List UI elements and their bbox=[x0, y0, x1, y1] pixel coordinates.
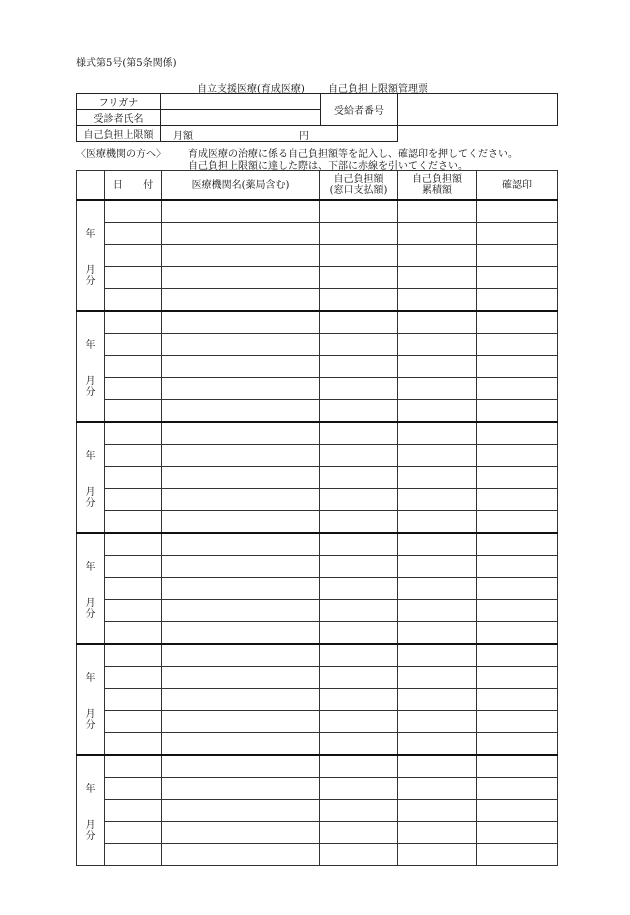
date-cell[interactable] bbox=[105, 267, 162, 289]
patient-name-field[interactable] bbox=[161, 110, 321, 126]
table-row bbox=[77, 311, 558, 334]
seal-cell[interactable] bbox=[477, 245, 558, 267]
seal-cell[interactable] bbox=[477, 755, 558, 778]
cumulative-cell[interactable] bbox=[398, 800, 477, 822]
copay-cell[interactable] bbox=[320, 667, 398, 689]
cumulative-cell[interactable] bbox=[398, 844, 477, 866]
seal-cell[interactable] bbox=[477, 711, 558, 733]
table-row bbox=[77, 467, 558, 489]
institution-cell[interactable] bbox=[162, 800, 320, 822]
seal-cell[interactable] bbox=[477, 844, 558, 866]
header-date bbox=[105, 171, 162, 201]
institution-cell[interactable] bbox=[162, 778, 320, 800]
month-label: 月 bbox=[85, 598, 96, 609]
seal-cell[interactable] bbox=[477, 422, 558, 445]
table-row bbox=[77, 733, 558, 756]
patient-name-label: 受診者氏名 bbox=[77, 110, 161, 126]
cumulative-cell[interactable] bbox=[398, 711, 477, 733]
date-cell[interactable] bbox=[105, 622, 162, 645]
cumulative-cell[interactable] bbox=[398, 578, 477, 600]
copay-cell[interactable] bbox=[320, 600, 398, 622]
institution-cell[interactable] bbox=[162, 511, 320, 534]
table-row bbox=[77, 334, 558, 356]
seal-cell[interactable] bbox=[477, 378, 558, 400]
month-cell[interactable] bbox=[77, 644, 105, 755]
month-suffix-label: 分 bbox=[85, 387, 96, 398]
furigana-field[interactable] bbox=[161, 94, 321, 110]
seal-cell[interactable] bbox=[477, 822, 558, 844]
institution-cell[interactable] bbox=[162, 689, 320, 711]
month-suffix-label: 分 bbox=[85, 609, 96, 620]
copay-cell[interactable] bbox=[320, 445, 398, 467]
cumulative-cell[interactable] bbox=[398, 467, 477, 489]
month-suffix-label: 分 bbox=[85, 831, 96, 842]
date-cell[interactable] bbox=[105, 755, 162, 778]
copay-cell[interactable] bbox=[320, 311, 398, 334]
limit-field[interactable] bbox=[161, 126, 398, 142]
copay-cell[interactable] bbox=[320, 467, 398, 489]
copay-cell[interactable] bbox=[320, 267, 398, 289]
cumulative-cell[interactable] bbox=[398, 556, 477, 578]
institution-cell[interactable] bbox=[162, 644, 320, 667]
cumulative-cell[interactable] bbox=[398, 267, 477, 289]
institution-cell[interactable] bbox=[162, 733, 320, 756]
table-row bbox=[77, 378, 558, 400]
monthly-label: 月額 bbox=[173, 131, 193, 142]
table-row bbox=[77, 800, 558, 822]
seal-cell[interactable] bbox=[477, 600, 558, 622]
copay-cell[interactable] bbox=[320, 689, 398, 711]
copay-cell[interactable] bbox=[320, 200, 398, 223]
seal-cell[interactable] bbox=[477, 467, 558, 489]
header-seal: 確認印 bbox=[477, 171, 558, 201]
seal-cell[interactable] bbox=[477, 311, 558, 334]
log-body bbox=[77, 200, 558, 866]
patient-info-table bbox=[76, 93, 558, 142]
cumulative-cell[interactable] bbox=[398, 356, 477, 378]
date-cell[interactable] bbox=[105, 711, 162, 733]
institution-cell[interactable] bbox=[162, 711, 320, 733]
date-cell[interactable] bbox=[105, 578, 162, 600]
month-cell[interactable] bbox=[77, 422, 105, 533]
month-suffix-label: 分 bbox=[85, 498, 96, 509]
date-cell[interactable] bbox=[105, 445, 162, 467]
table-row bbox=[77, 245, 558, 267]
cumulative-cell[interactable] bbox=[398, 378, 477, 400]
furigana-label: フリガナ bbox=[77, 94, 161, 110]
limit-label: 自己負担上限額 bbox=[77, 126, 161, 142]
institution-cell[interactable] bbox=[162, 311, 320, 334]
institution-cell[interactable] bbox=[162, 489, 320, 511]
month-suffix-label: 分 bbox=[85, 720, 96, 731]
table-row bbox=[77, 711, 558, 733]
table-row bbox=[77, 267, 558, 289]
cumulative-cell[interactable] bbox=[398, 289, 477, 312]
year-label: 年 bbox=[85, 451, 96, 462]
month-label: 月 bbox=[85, 376, 96, 387]
header-copay-line-2: (窓口支払額) bbox=[329, 185, 388, 196]
cumulative-cell[interactable] bbox=[398, 489, 477, 511]
yen-label: 円 bbox=[299, 131, 309, 142]
institution-cell[interactable] bbox=[162, 622, 320, 645]
form-number: 様式第5号(第5条関係) bbox=[76, 58, 177, 69]
header-copay bbox=[320, 171, 398, 201]
table-row bbox=[77, 445, 558, 467]
month-cell[interactable] bbox=[77, 311, 105, 422]
table-row bbox=[77, 489, 558, 511]
date-cell[interactable] bbox=[105, 400, 162, 423]
date-cell[interactable] bbox=[105, 733, 162, 756]
institution-cell[interactable] bbox=[162, 578, 320, 600]
month-suffix-label: 分 bbox=[85, 276, 96, 287]
institution-cell[interactable] bbox=[162, 223, 320, 245]
institution-cell[interactable] bbox=[162, 667, 320, 689]
cumulative-cell[interactable] bbox=[398, 223, 477, 245]
seal-cell[interactable] bbox=[477, 778, 558, 800]
seal-cell[interactable] bbox=[477, 267, 558, 289]
cumulative-cell[interactable] bbox=[398, 689, 477, 711]
seal-cell[interactable] bbox=[477, 334, 558, 356]
cumulative-cell[interactable] bbox=[398, 200, 477, 223]
date-cell[interactable] bbox=[105, 600, 162, 622]
copay-cell[interactable] bbox=[320, 533, 398, 556]
institution-cell[interactable] bbox=[162, 422, 320, 445]
cumulative-cell[interactable] bbox=[398, 778, 477, 800]
seal-cell[interactable] bbox=[477, 689, 558, 711]
table-row bbox=[77, 533, 558, 556]
month-cell[interactable] bbox=[77, 755, 105, 866]
date-cell[interactable] bbox=[105, 822, 162, 844]
seal-cell[interactable] bbox=[477, 200, 558, 223]
header-institution: 医療機関名(薬局含む) bbox=[162, 171, 320, 201]
date-cell[interactable] bbox=[105, 289, 162, 312]
cumulative-cell[interactable] bbox=[398, 667, 477, 689]
table-row bbox=[77, 556, 558, 578]
cumulative-cell[interactable] bbox=[398, 822, 477, 844]
copay-cell[interactable] bbox=[320, 711, 398, 733]
seal-cell[interactable] bbox=[477, 400, 558, 423]
cumulative-cell[interactable] bbox=[398, 422, 477, 445]
date-cell[interactable] bbox=[105, 334, 162, 356]
table-row bbox=[77, 200, 558, 223]
header-cumulative-line-2: 累積額 bbox=[422, 185, 452, 196]
date-cell[interactable] bbox=[105, 511, 162, 534]
date-cell[interactable] bbox=[105, 533, 162, 556]
copay-cell[interactable] bbox=[320, 755, 398, 778]
notice-line-2: 自己負担上限額に達した際は、下部に赤線を引いてください。 bbox=[188, 161, 468, 172]
recipient-number-field[interactable] bbox=[398, 94, 558, 126]
institution-cell[interactable] bbox=[162, 844, 320, 866]
table-row bbox=[77, 822, 558, 844]
table-row bbox=[77, 622, 558, 645]
copay-cell[interactable] bbox=[320, 622, 398, 645]
table-row bbox=[77, 644, 558, 667]
year-label: 年 bbox=[85, 562, 96, 573]
copay-cell[interactable] bbox=[320, 356, 398, 378]
table-row bbox=[77, 600, 558, 622]
cumulative-cell[interactable] bbox=[398, 400, 477, 423]
table-row bbox=[77, 778, 558, 800]
seal-cell[interactable] bbox=[477, 445, 558, 467]
copay-cell[interactable] bbox=[320, 556, 398, 578]
copay-cell[interactable] bbox=[320, 644, 398, 667]
institution-cell[interactable] bbox=[162, 755, 320, 778]
header-cumulative bbox=[398, 171, 477, 201]
seal-cell[interactable] bbox=[477, 533, 558, 556]
cumulative-cell[interactable] bbox=[398, 334, 477, 356]
seal-cell[interactable] bbox=[477, 511, 558, 534]
cumulative-cell[interactable] bbox=[398, 533, 477, 556]
month-cell[interactable] bbox=[77, 533, 105, 644]
institution-cell[interactable] bbox=[162, 200, 320, 223]
copay-cell[interactable] bbox=[320, 334, 398, 356]
cumulative-cell[interactable] bbox=[398, 245, 477, 267]
table-row bbox=[77, 578, 558, 600]
table-row bbox=[77, 289, 558, 312]
month-cell[interactable] bbox=[77, 200, 105, 311]
institution-cell[interactable] bbox=[162, 556, 320, 578]
cumulative-cell[interactable] bbox=[398, 644, 477, 667]
table-row bbox=[77, 356, 558, 378]
date-cell[interactable] bbox=[105, 778, 162, 800]
year-label: 年 bbox=[85, 229, 96, 240]
institution-cell[interactable] bbox=[162, 600, 320, 622]
year-label: 年 bbox=[85, 673, 96, 684]
institution-cell[interactable] bbox=[162, 533, 320, 556]
seal-cell[interactable] bbox=[477, 289, 558, 312]
cumulative-cell[interactable] bbox=[398, 445, 477, 467]
institution-cell[interactable] bbox=[162, 467, 320, 489]
copay-cell[interactable] bbox=[320, 245, 398, 267]
month-label: 月 bbox=[85, 487, 96, 498]
table-row bbox=[77, 689, 558, 711]
month-label: 月 bbox=[85, 265, 96, 276]
seal-cell[interactable] bbox=[477, 733, 558, 756]
date-cell[interactable] bbox=[105, 489, 162, 511]
copay-cell[interactable] bbox=[320, 778, 398, 800]
table-row bbox=[77, 667, 558, 689]
seal-cell[interactable] bbox=[477, 622, 558, 645]
date-cell[interactable] bbox=[105, 644, 162, 667]
cumulative-cell[interactable] bbox=[398, 755, 477, 778]
date-cell[interactable] bbox=[105, 667, 162, 689]
seal-cell[interactable] bbox=[477, 489, 558, 511]
institution-cell[interactable] bbox=[162, 245, 320, 267]
cumulative-cell[interactable] bbox=[398, 600, 477, 622]
date-cell[interactable] bbox=[105, 689, 162, 711]
header-date-mark: 付 bbox=[143, 179, 154, 191]
copay-log-table bbox=[76, 170, 558, 866]
header-copay-line-1: 自己負担額 bbox=[333, 174, 384, 185]
copay-cell[interactable] bbox=[320, 400, 398, 423]
copay-cell[interactable] bbox=[320, 844, 398, 866]
institution-cell[interactable] bbox=[162, 822, 320, 844]
institution-cell[interactable] bbox=[162, 445, 320, 467]
seal-cell[interactable] bbox=[477, 667, 558, 689]
notice-line-1: 育成医療の治療に係る自己負担額等を記入し、確認印を押してください。 bbox=[188, 149, 518, 160]
table-row bbox=[77, 223, 558, 245]
date-cell[interactable] bbox=[105, 311, 162, 334]
header-cumulative-line-1: 自己負担額 bbox=[412, 174, 462, 185]
copay-cell[interactable] bbox=[320, 822, 398, 844]
seal-cell[interactable] bbox=[477, 223, 558, 245]
cumulative-cell[interactable] bbox=[398, 733, 477, 756]
copay-cell[interactable] bbox=[320, 578, 398, 600]
date-cell[interactable] bbox=[105, 844, 162, 866]
table-row bbox=[77, 511, 558, 534]
institution-cell[interactable] bbox=[162, 289, 320, 312]
document-title-left: 自立支援医療(育成医療) bbox=[197, 84, 305, 95]
year-label: 年 bbox=[85, 340, 96, 351]
date-cell[interactable] bbox=[105, 245, 162, 267]
institution-cell[interactable] bbox=[162, 356, 320, 378]
institution-cell[interactable] bbox=[162, 267, 320, 289]
table-row bbox=[77, 755, 558, 778]
seal-cell[interactable] bbox=[477, 644, 558, 667]
date-cell[interactable] bbox=[105, 556, 162, 578]
cumulative-cell[interactable] bbox=[398, 511, 477, 534]
cumulative-cell[interactable] bbox=[398, 622, 477, 645]
table-row bbox=[77, 844, 558, 866]
month-label: 月 bbox=[85, 820, 96, 831]
date-cell[interactable] bbox=[105, 378, 162, 400]
date-cell[interactable] bbox=[105, 800, 162, 822]
seal-cell[interactable] bbox=[477, 800, 558, 822]
date-cell[interactable] bbox=[105, 356, 162, 378]
date-cell[interactable] bbox=[105, 223, 162, 245]
date-cell[interactable] bbox=[105, 200, 162, 223]
header-blank bbox=[77, 171, 105, 201]
seal-cell[interactable] bbox=[477, 356, 558, 378]
recipient-number-label: 受給者番号 bbox=[321, 94, 398, 126]
date-cell[interactable] bbox=[105, 467, 162, 489]
year-label: 年 bbox=[85, 784, 96, 795]
header-date-day: 日 bbox=[112, 179, 123, 191]
institution-cell[interactable] bbox=[162, 378, 320, 400]
copay-cell[interactable] bbox=[320, 289, 398, 312]
table-row bbox=[77, 422, 558, 445]
institution-cell[interactable] bbox=[162, 400, 320, 423]
institution-cell[interactable] bbox=[162, 334, 320, 356]
copay-cell[interactable] bbox=[320, 511, 398, 534]
copay-cell[interactable] bbox=[320, 422, 398, 445]
table-row bbox=[77, 400, 558, 423]
notice-to: 〈医療機関の方へ〉 bbox=[76, 149, 166, 160]
copay-cell[interactable] bbox=[320, 378, 398, 400]
copay-cell[interactable] bbox=[320, 733, 398, 756]
date-cell[interactable] bbox=[105, 422, 162, 445]
copay-cell[interactable] bbox=[320, 223, 398, 245]
copay-cell[interactable] bbox=[320, 489, 398, 511]
cumulative-cell[interactable] bbox=[398, 311, 477, 334]
document-title-right: 自己負担上限額管理票 bbox=[328, 84, 428, 95]
copay-cell[interactable] bbox=[320, 800, 398, 822]
seal-cell[interactable] bbox=[477, 556, 558, 578]
month-label: 月 bbox=[85, 709, 96, 720]
seal-cell[interactable] bbox=[477, 578, 558, 600]
